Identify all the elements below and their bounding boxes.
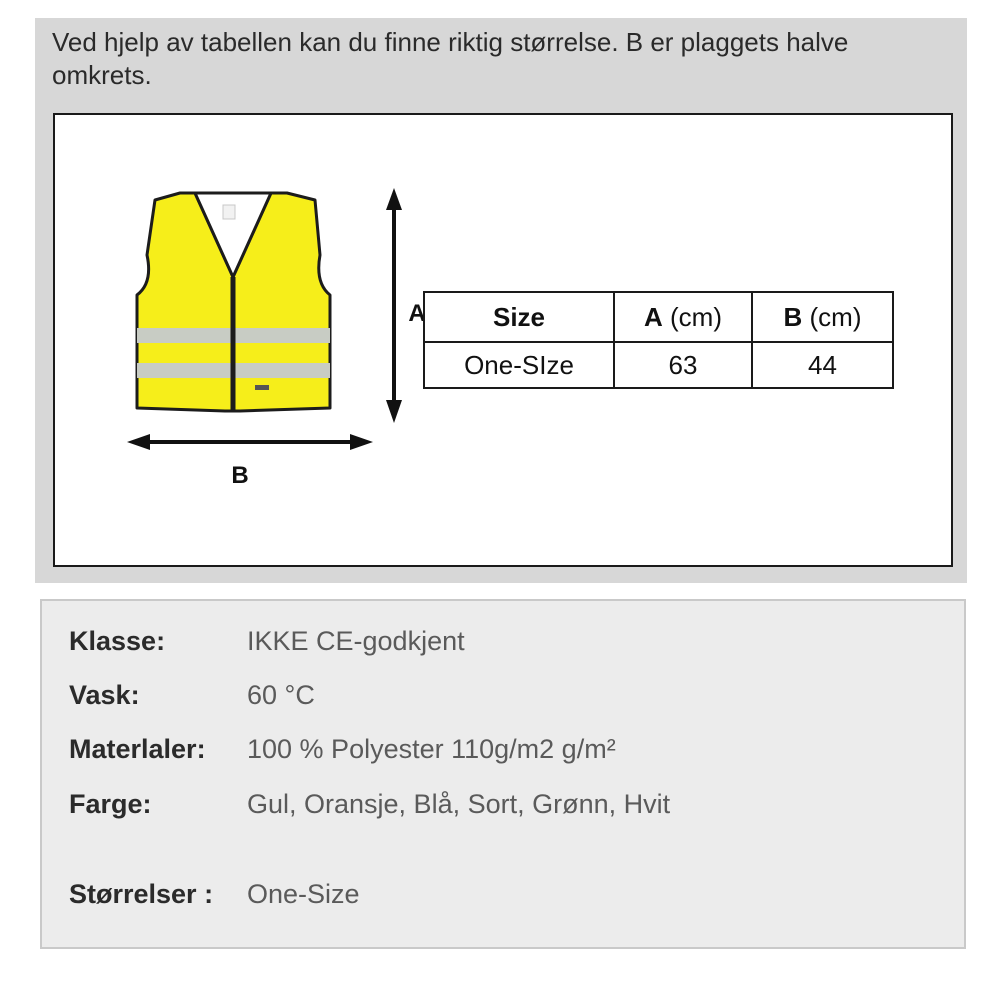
dimension-b-label: B	[231, 462, 249, 489]
spec-label: Vask:	[69, 680, 140, 710]
dimension-a-arrow	[386, 188, 426, 423]
spec-value: One-Size	[247, 879, 360, 909]
cell-b: 44	[752, 342, 893, 388]
spec-value: Gul, Oransje, Blå, Sort, Grønn, Hvit	[247, 789, 671, 819]
size-table-header	[424, 292, 893, 342]
dimension-a-label: A	[408, 300, 426, 327]
vest-diagram	[125, 185, 426, 495]
spec-label: Materlaler:	[69, 734, 206, 764]
spec-label: Farge:	[69, 789, 152, 819]
cell-a: 63	[614, 342, 752, 388]
dimension-b-arrow	[127, 434, 373, 489]
spec-label: Klasse:	[69, 626, 166, 656]
size-table	[423, 291, 894, 389]
header-a: A (cm)	[614, 292, 752, 342]
vest-illustration	[137, 193, 330, 411]
header-size: Size	[424, 292, 614, 342]
size-guide-intro: Ved hjelp av tabellen kan du finne riktig størrelse. B er plaggets halve omkrets.	[52, 27, 849, 90]
product-specs-panel	[40, 599, 966, 949]
spec-value: 60 °C	[247, 680, 315, 710]
size-guide-panel	[35, 18, 967, 583]
spec-value: 100 % Polyester 110g/m2 g/m²	[247, 734, 616, 764]
spec-label: Størrelser :	[69, 879, 214, 909]
spec-value: IKKE CE-godkjent	[247, 626, 465, 656]
cell-size: One-SIze	[424, 342, 614, 388]
size-chart-figure	[53, 113, 953, 567]
header-b: B (cm)	[752, 292, 893, 342]
table-row	[424, 342, 893, 388]
